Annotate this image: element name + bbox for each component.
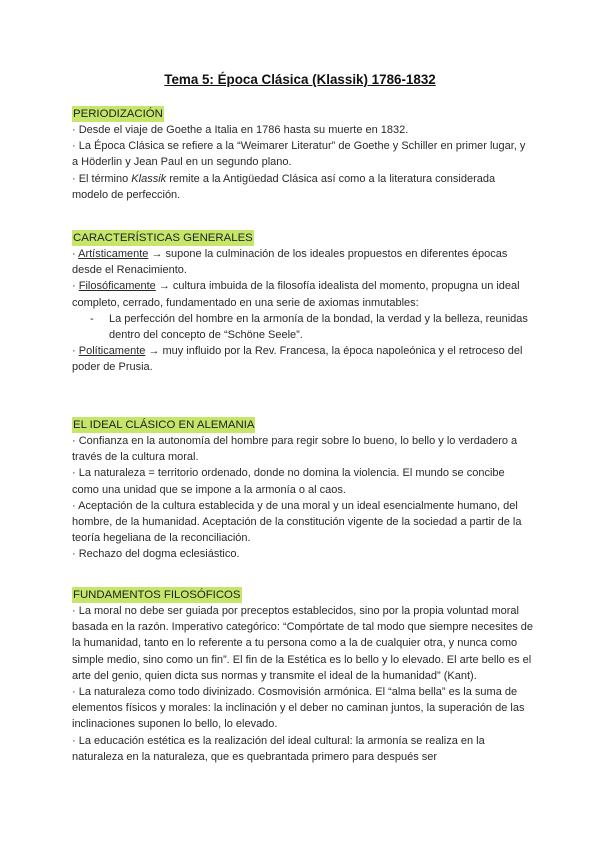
- list-item: · La educación estética es la realización del ideal cultural: la armonía se realiza en la naturaleza en la naturaleza, que es quebrantada primero para después ser: [72, 734, 485, 763]
- underlined-label: Artísticamente: [78, 248, 149, 260]
- list-item: · Confianza en la autonomía del hombre para regir sobre lo bueno, lo bello y lo verdadero a través de la cultura moral.: [72, 435, 518, 464]
- list-item: [72, 278, 534, 310]
- dash-bullet: -: [90, 312, 94, 325]
- page-title: Tema 5: Época Clásica (Klassik) 1786-1832: [164, 72, 436, 87]
- text-fragment: → supone la culminación de los ideales propuestos en diferentes épocas desde el Renacimiento.: [72, 248, 508, 277]
- text-fragment: La perfección del hombre en la armonía de la bondad, la verdad y la belleza, reunidas dentro del concepto de “Schöne Seele”.: [109, 312, 528, 342]
- text-fragment: → cultura imbuida de la filosofía idealista del momento, propugna un ideal completo, cerrado, fundamentado en una serie de axiomas inmutables:: [72, 280, 520, 309]
- section-heading: PERIODIZACIÓN: [73, 108, 163, 120]
- text-fragment: → muy influido por la Rev. Francesa, la época napoleónica y el retroceso del poder de Prusia.: [72, 345, 523, 374]
- bullet: ·: [72, 248, 79, 260]
- bullet: ·: [72, 345, 79, 358]
- section-heading: EL IDEAL CLÁSICO EN ALEMANIA: [73, 419, 255, 431]
- text-fragment: · El término: [72, 172, 132, 185]
- list-item: · La naturaleza = territorio ordenado, donde no domina la violencia. El mundo se concibe como una unidad que se impone a la armonía o al caos.: [72, 467, 505, 496]
- list-item: · Rechazo del dogma eclesiástico.: [72, 548, 240, 561]
- bullet: ·: [72, 280, 79, 293]
- text-fragment: remite a la Antigüedad Clásica así como a la literatura considerada modelo de perfección.: [72, 172, 496, 201]
- section-heading: FUNDAMENTOS FILOSÓFICOS: [73, 589, 241, 601]
- section-ideal-clasico: [72, 415, 534, 563]
- sub-list-item: [72, 311, 534, 343]
- list-item: · Aceptación de la cultura establecida y de una moral y un ideal esencialmente humano, del hombre, de la humanidad. Aceptación de la constitución vigente de la sociedad a partir de la teoría hegeliana de la reconciliación.: [72, 499, 522, 545]
- section-fundamentos: [72, 585, 534, 765]
- section-periodizacion: [72, 104, 534, 203]
- underlined-label: Filosóficamente: [78, 280, 156, 293]
- list-item: · La naturaleza como todo divinizado. Cosmovisión armónica. El “alma bella” es la suma de elementos físicos y morales: la inclinación y el deber no caminan juntos, la superación de las inclinaciones suponen lo bello, lo elevado.: [72, 686, 525, 731]
- list-item: · La moral no debe ser guiada por preceptos establecidos, sino por la propia voluntad moral basada en la razón. Imperativo categórico: “Compórtate de tal modo que siempre necesites de la humanidad, tanto en lo referente a tu persona como a la de cualquier otra, y nunca como simple medio, sino como un fin”. El fin de la Estética es lo bello y lo elevado. El arte bello es el arte del genio, quien dicta sus normas y transmite el ideal de la humanidad” (Kant).: [72, 605, 534, 682]
- list-item: · Desde el viaje de Goethe a Italia en 1786 hasta su muerte en 1832.: [72, 124, 409, 136]
- section-heading: CARACTERÍSTICAS GENERALES: [73, 232, 253, 244]
- underlined-label: Políticamente: [78, 345, 146, 358]
- list-item: · La Época Clásica se refiere a la “Weimarer Literatur” de Goethe y Schiller en primer lugar, y a Höderlin y Jean Paul en un segundo plano.: [72, 140, 526, 169]
- list-item: [72, 246, 534, 278]
- emphasis-term: Klassik: [131, 172, 167, 185]
- list-item: [72, 171, 534, 203]
- list-item: [72, 343, 534, 375]
- section-caracteristicas: [72, 228, 534, 376]
